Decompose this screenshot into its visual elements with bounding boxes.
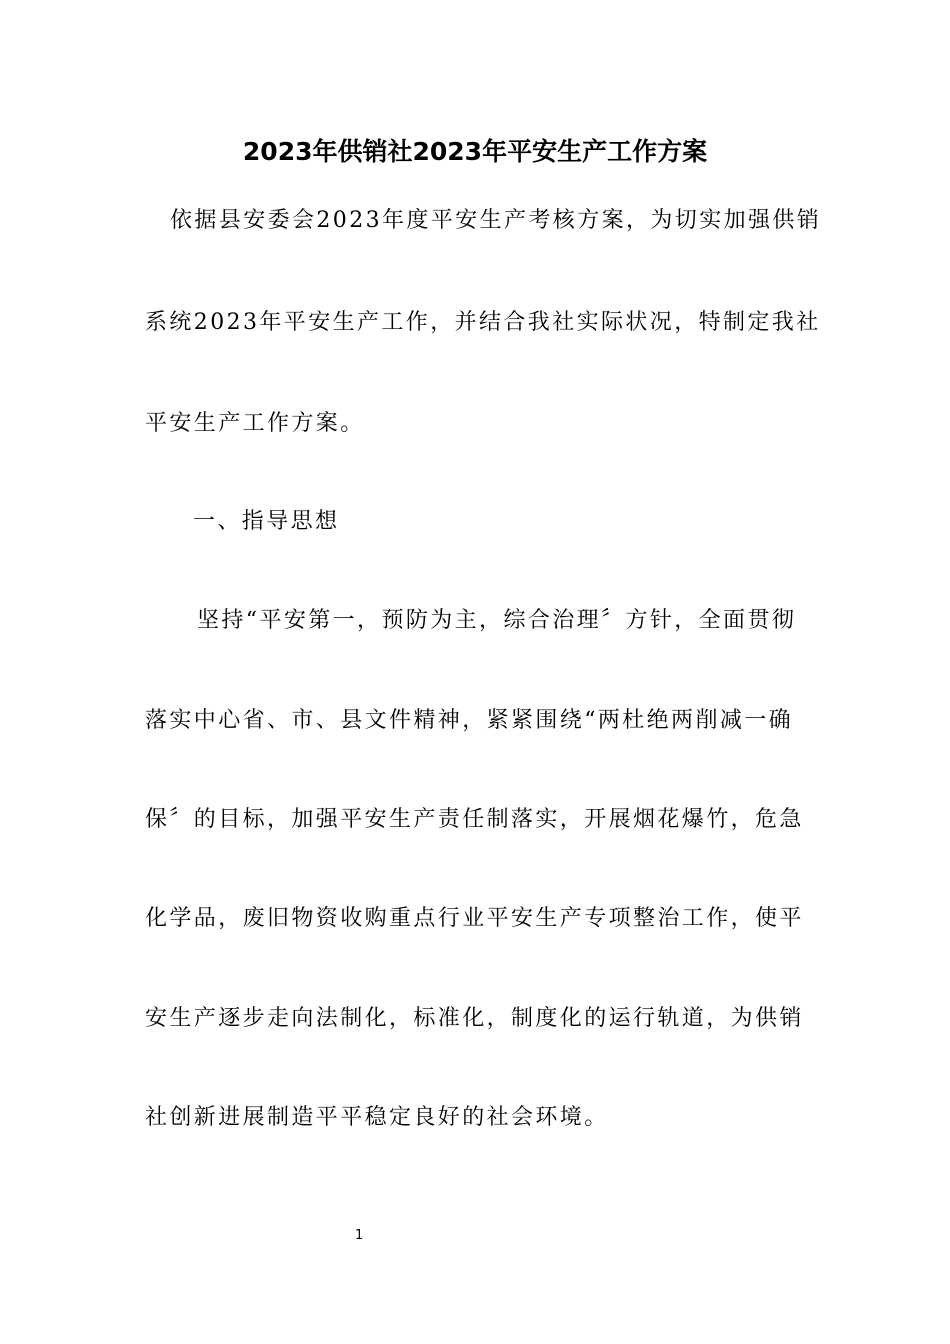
intro-line-1: 依据县安委会2023年度平安生产考核方案，为切实加强供销: [170, 208, 822, 233]
page-number: 1: [355, 1228, 364, 1243]
document-title: 2023年供销社2023年平安生产工作方案: [242, 137, 708, 166]
intro-line-3: 平安生产工作方案。: [145, 411, 365, 436]
section-heading: 一、指导思想: [193, 509, 340, 534]
intro-line-2: 系统2023年平安生产工作，并结合我社实际状况，特制定我社: [145, 310, 821, 335]
section-line-4: 化学品，废旧物资收购重点行业平安生产专项整治工作，使平: [145, 906, 804, 931]
section-line-6: 社创新进展制造平平稳定良好的社会环境。: [145, 1105, 609, 1130]
section-line-5: 安生产逐步走向法制化，标准化，制度化的运行轨道，为供销: [145, 1006, 804, 1031]
section-line-3: 保〞的目标，加强平安生产责任制落实，开展烟花爆竹，危急: [145, 807, 804, 832]
section-line-1: 坚持“平安第一，预防为主，综合治理〞方针，全面贯彻: [197, 608, 797, 633]
section-line-2: 落实中心省、市、县文件精神，紧紧围绕“两杜绝两削减一确: [145, 708, 794, 733]
